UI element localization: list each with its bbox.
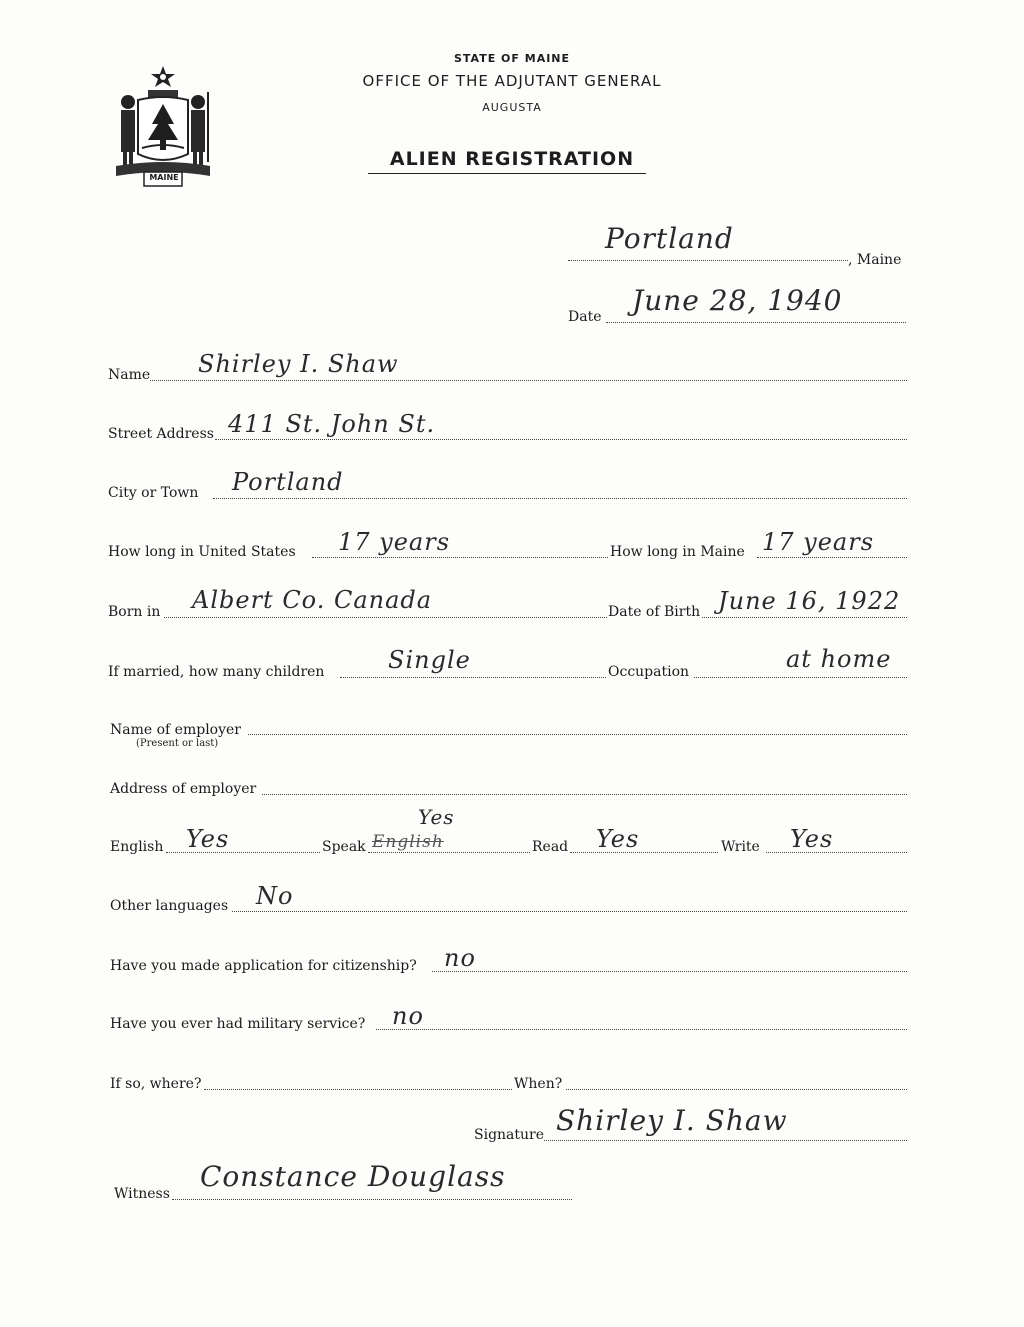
english-value[interactable]: Yes xyxy=(186,825,230,853)
speak-value[interactable]: Yes xyxy=(418,805,455,829)
street-address-dotted-line xyxy=(215,439,907,440)
other-languages-dotted-line xyxy=(232,911,907,912)
header-city: AUGUSTA xyxy=(482,101,542,114)
born-in-dotted-line xyxy=(164,617,607,618)
witness-value[interactable]: Constance Douglass xyxy=(200,1160,506,1193)
write-value[interactable]: Yes xyxy=(790,825,834,853)
witness-label: Witness xyxy=(114,1186,170,1202)
name-dotted-line xyxy=(150,380,907,381)
occupation-dotted-line xyxy=(694,677,907,678)
when-label: When? xyxy=(514,1076,563,1092)
when-dotted-line[interactable] xyxy=(566,1089,907,1090)
date-label: Date xyxy=(568,309,602,325)
city-value[interactable]: Portland xyxy=(605,222,734,255)
speak-label: Speak xyxy=(322,839,366,855)
date-dotted-line xyxy=(606,322,906,323)
employer-sublabel: (Present or last) xyxy=(136,738,219,749)
citizenship-label: Have you made application for citizenship? xyxy=(110,958,417,974)
signature-dotted-line xyxy=(544,1140,907,1141)
name-label: Name xyxy=(108,367,151,383)
seal-banner-text: MAINE xyxy=(149,173,179,182)
maine-suffix-label: , Maine xyxy=(848,252,902,268)
occupation-value[interactable]: at home xyxy=(786,645,892,673)
military-service-value[interactable]: no xyxy=(392,1002,424,1030)
city-town-value[interactable]: Portland xyxy=(232,468,344,496)
children-value[interactable]: Single xyxy=(388,646,471,674)
english-label: English xyxy=(110,839,164,855)
citizenship-dotted-line xyxy=(432,971,907,972)
date-value[interactable]: June 28, 1940 xyxy=(632,284,843,317)
name-value[interactable]: Shirley I. Shaw xyxy=(198,350,399,378)
write-label: Write xyxy=(721,839,760,855)
street-address-label: Street Address xyxy=(108,426,214,442)
military-service-dotted-line xyxy=(376,1029,907,1030)
employer-dotted-line[interactable] xyxy=(248,734,907,735)
children-label: If married, how many children xyxy=(108,664,325,680)
born-in-value[interactable]: Albert Co. Canada xyxy=(192,586,433,614)
employer-address-label: Address of employer xyxy=(110,781,257,797)
witness-dotted-line xyxy=(172,1199,572,1200)
children-dotted-line xyxy=(340,677,606,678)
employer-label: Name of employer xyxy=(110,722,241,738)
title-underline xyxy=(368,173,646,174)
city-town-dotted-line xyxy=(213,498,907,499)
signature-label: Signature xyxy=(474,1127,545,1143)
how-long-us-dotted-line xyxy=(312,557,608,558)
city-town-label: City or Town xyxy=(108,485,199,501)
where-dotted-line[interactable] xyxy=(204,1089,512,1090)
how-long-maine-label: How long in Maine xyxy=(610,544,745,560)
other-languages-value[interactable]: No xyxy=(256,882,294,910)
how-long-maine-value[interactable]: 17 years xyxy=(762,528,875,556)
speak-struck-value: English xyxy=(372,832,444,852)
how-long-us-value[interactable]: 17 years xyxy=(338,528,451,556)
read-label: Read xyxy=(532,839,569,855)
signature-value[interactable]: Shirley I. Shaw xyxy=(556,1104,788,1137)
where-label: If so, where? xyxy=(110,1076,202,1092)
street-address-value[interactable]: 411 St. John St. xyxy=(228,410,436,438)
born-in-label: Born in xyxy=(108,604,161,620)
occupation-label: Occupation xyxy=(608,664,690,680)
read-dotted-line xyxy=(570,852,718,853)
write-dotted-line xyxy=(766,852,907,853)
how-long-maine-dotted-line xyxy=(757,557,907,558)
employer-address-dotted-line[interactable] xyxy=(262,794,907,795)
header-office: OFFICE OF THE ADJUTANT GENERAL xyxy=(362,72,662,90)
form-title: ALIEN REGISTRATION xyxy=(389,148,635,170)
speak-dotted-line xyxy=(368,852,530,853)
citizenship-value[interactable]: no xyxy=(444,944,476,972)
city-dotted-line xyxy=(568,260,848,261)
date-of-birth-dotted-line xyxy=(702,617,907,618)
date-of-birth-label: Date of Birth xyxy=(608,604,701,620)
military-service-label: Have you ever had military service? xyxy=(110,1016,366,1032)
read-value[interactable]: Yes xyxy=(596,825,640,853)
other-languages-label: Other languages xyxy=(110,898,229,914)
date-of-birth-value[interactable]: June 16, 1922 xyxy=(718,587,901,615)
header-state: STATE OF MAINE xyxy=(453,52,571,65)
how-long-us-label: How long in United States xyxy=(108,544,296,560)
